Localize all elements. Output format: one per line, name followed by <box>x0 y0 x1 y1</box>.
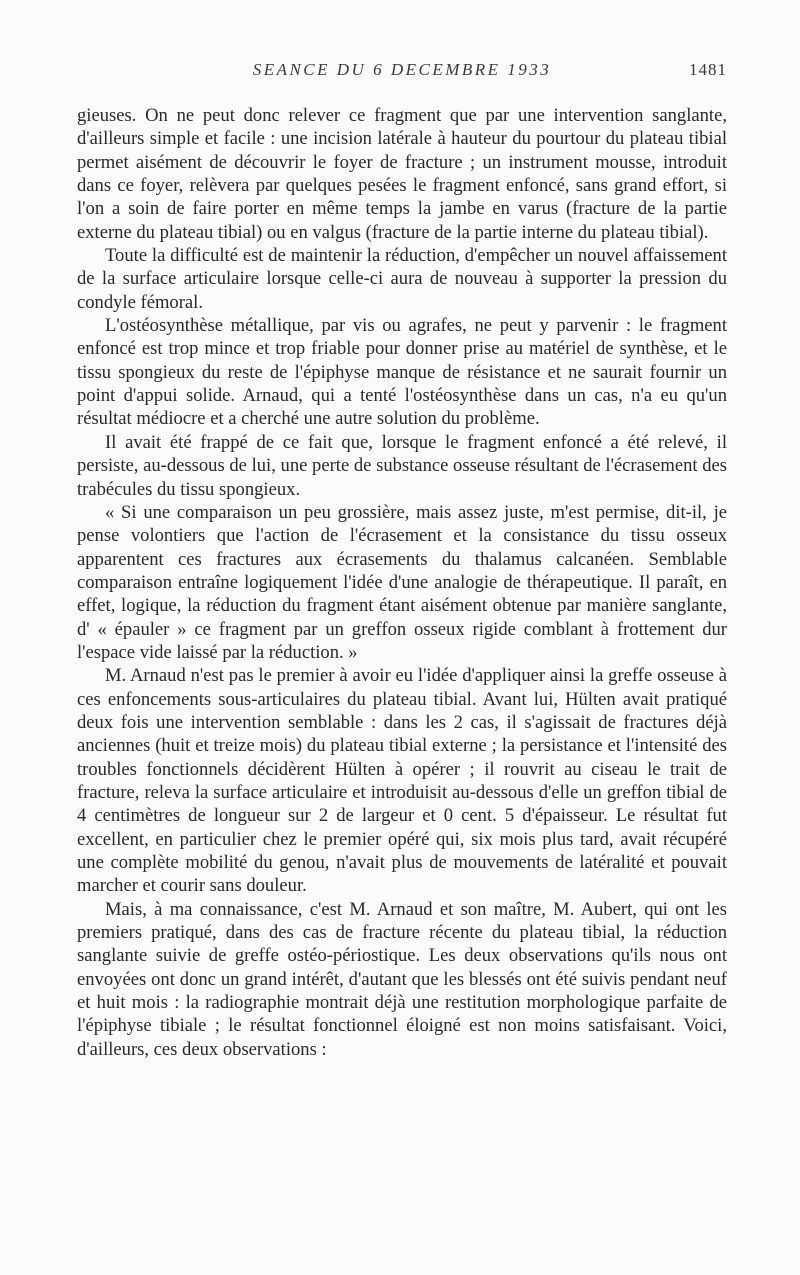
paragraph: Toute la difficulté est de maintenir la réduction, d'empêcher un nouvel affaissement de la surface articulaire lorsque celle-ci aura de nouveau à supporter la pression du condyle fémoral. <box>77 245 727 313</box>
paragraph: M. Arnaud n'est pas le premier à avoir eu l'idée d'appliquer ainsi la greffe osseuse à ces enfoncements sous-articulaires du plateau tibial. Avant lui, Hülten avait pratiqué deux fois une intervention semblable : dans les 2 cas, il s'agissait de fractures déjà anciennes (huit et treize mois) du plateau tibial externe ; la persistance et l'intensité des troubles fonctionnels décidèrent Hülten à opérer ; il rouvrit au ciseau le trait de fracture, releva la surface articulaire et introduisit au-dessous d'elle un greffon tibial de 4 centimètres de longueur sur 2 de largeur et 0 cent. 5 d'épaisseur. Le résultat fut excellent, en particulier chez le premier opéré qui, six mois plus tard, avait récupéré une complète mobilité du genou, n'avait plus de mouvements de latéralité et pouvait marcher et courir sans douleur. <box>77 665 727 897</box>
running-header <box>77 60 727 86</box>
paragraph-continuation: gieuses. On ne peut donc relever ce fragment que par une intervention sanglante, d'ailleurs simple et facile : une incision latérale à hauteur du pourtour du plateau tibial permet aisément de découvrir le foyer de fracture ; un instrument mousse, introduit dans ce foyer, relèvera par quelques pesées le fragment enfoncé, sans grand effort, si l'on a soin de faire porter en même temps la jambe en varus (fracture de la partie externe du plateau tibial) ou en valgus (fracture de la partie interne du plateau tibial). <box>77 105 727 243</box>
paragraph: Mais, à ma connaissance, c'est M. Arnaud et son maître, M. Aubert, qui ont les premiers pratiqué, dans des cas de fracture récente du plateau tibial, la réduction sanglante suivie de greffe ostéo-périostique. Les deux observations qu'ils nous ont envoyées ont donc un grand intérêt, d'autant que les blessés ont été suivis pendant neuf et huit mois : la radiographie montrait déjà une restitution morphologique parfaite de l'épiphyse tibiale ; le résultat fonctionnel éloigné est non moins satisfaisant. Voici, d'ailleurs, ces deux observations : <box>77 898 727 1060</box>
quoted-paragraph: « Si une comparaison un peu grossière, mais assez juste, m'est permise, dit-il, je pense volontiers que l'action de l'écrasement et la consistance du tissu osseux apparentent ces fractures aux écrasements du thalamus calcanéen. Semblable comparaison entraîne logiquement l'idée d'une analogie de thérapeutique. Il paraît, en effet, logique, la réduction du fragment étant aisément obtenue par manière sanglante, d' « épauler » ce fragment par un greffon osseux rigide comblant à frottement dur l'espace vide laissé par la réduction. » <box>77 501 727 663</box>
paragraph: L'ostéosynthèse métallique, par vis ou agrafes, ne peut y parvenir : le fragment enfoncé est trop mince et trop friable pour donner prise au matériel de synthèse, et le tissu spongieux du reste de l'épiphyse manque de résistance et ne saurait fournir un point d'appui solide. Arnaud, qui a tenté l'ostéosynthèse dans un cas, n'a eu qu'un résultat médiocre et a cherché une autre solution du problème. <box>77 315 727 430</box>
body-text <box>77 104 727 1061</box>
running-title: SEANCE DU 6 DECEMBRE 1933 <box>252 60 552 79</box>
paragraph: Il avait été frappé de ce fait que, lorsque le fragment enfoncé a été relevé, il persiste, au-dessous de lui, une perte de substance osseuse résultant de l'écrasement des trabécules du tissu spongieux. <box>77 431 727 500</box>
page-number: 1481 <box>689 60 727 79</box>
